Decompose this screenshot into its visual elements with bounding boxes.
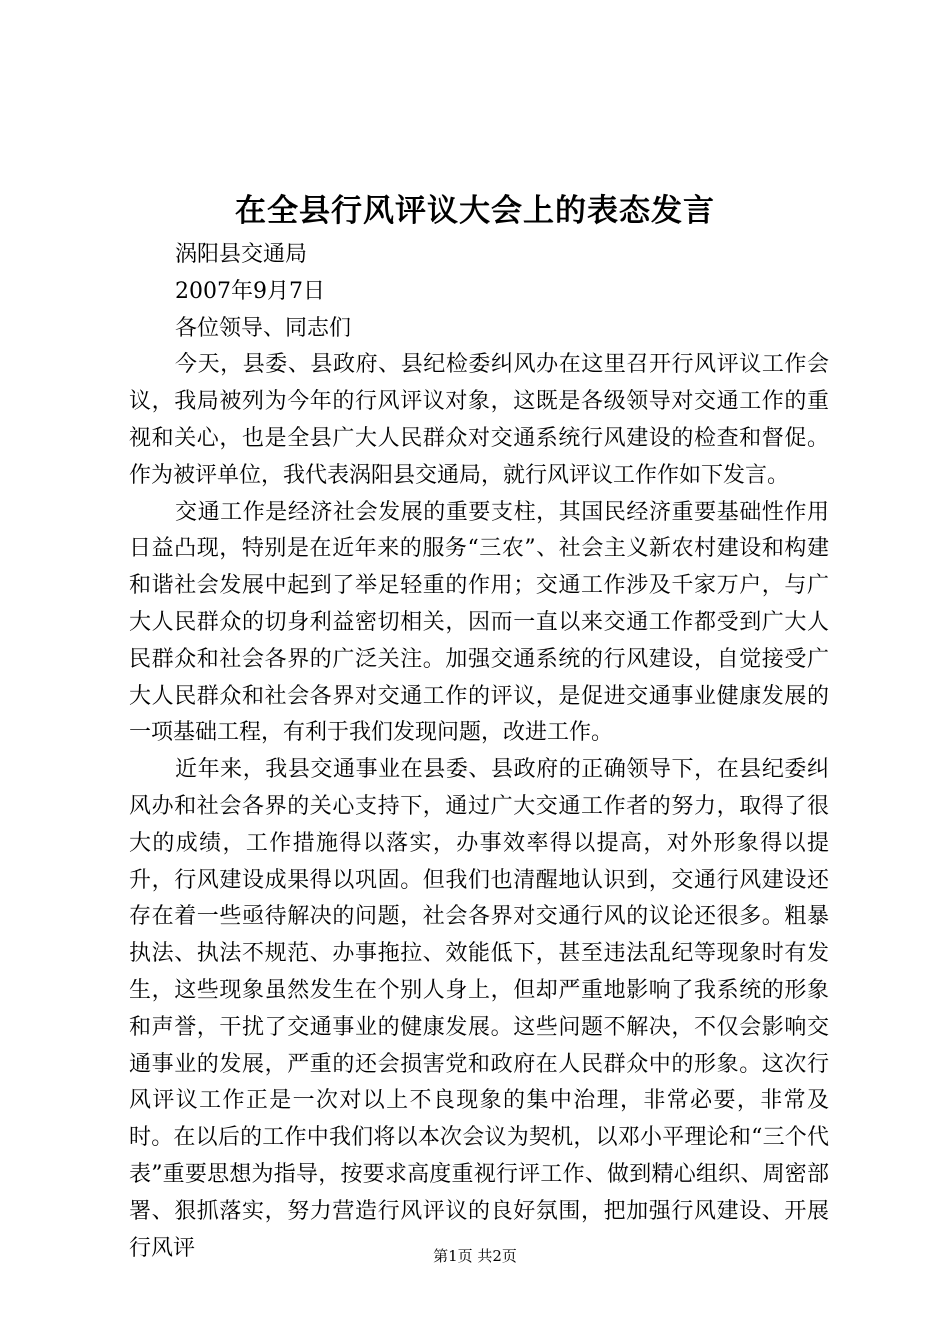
date-line: 2007年9月7日 xyxy=(175,278,325,304)
paragraph-1: 今天，县委、县政府、县纪检委纠风办在这里召开行风评议工作会议，我局被列为今年的行风评议对象，这既是各级领导对交通工作的重视和关心，也是全县广大人民群众对交通系统行风建设的检查和督促。作为被评单位，我代表涡阳县交通局，就行风评议工作作如下发言。 xyxy=(129,352,829,488)
organization-line: 涡阳县交通局 xyxy=(175,242,308,267)
document-title: 在全县行风评议大会上的表态发言 xyxy=(235,193,715,229)
paragraph-2: 交通工作是经济社会发展的重要支柱，其国民经济重要基础性作用日益凸现，特别是在近年来的服务“三农”、社会主义新农村建设和构建和谐社会发展中起到了举足轻重的作用；交通工作涉及千家万户，与广大人民群众的切身利益密切相关，因而一直以来交通工作都受到广大人民群众和社会各界的广泛关注。加强交通系统的行风建设，自觉接受广大人民群众和社会各界对交通工作的评议，是促进交通事业健康发展的一项基础工程，有利于我们发现问题，改进工作。 xyxy=(129,499,829,746)
salutation-line: 各位领导、同志们 xyxy=(175,315,352,341)
paragraph-3: 近年来，我县交通事业在县委、县政府的正确领导下，在县纪委纠风办和社会各界的关心支持下，通过广大交通工作者的努力，取得了很大的成绩，工作措施得以落实，办事效率得以提高，对外形象得以提升，行风建设成果得以巩固。但我们也清醒地认识到，交通行风建设还存在着一些亟待解决的问题，社会各界对交通行风的议论还很多。粗暴执法、执法不规范、办事拖拉、效能低下，甚至违法乱纪等现象时有发生，这些现象虽然发生在个别人身上，但却严重地影响了我系统的形象和声誉，干扰了交通事业的健康发展。这些问题不解决，不仅会影响交通事业的发展，严重的还会损害党和政府在人民群众中的形象。这次行风评议工作正是一次对以上不良现象的集中治理，非常必要，非常及时。在以后的工作中我们将以本次会议为契机，以邓小平理论和“三个代表”重要思想为指导，按要求高度重视行评工作、做到精心组织、周密部署、狠抓落实，努力营造行风评议的良好氛围，把加强行风建设、开展行风评 xyxy=(129,757,829,1261)
page-footer: 第1页 共2页 xyxy=(433,1247,517,1265)
document-body xyxy=(129,237,829,1267)
